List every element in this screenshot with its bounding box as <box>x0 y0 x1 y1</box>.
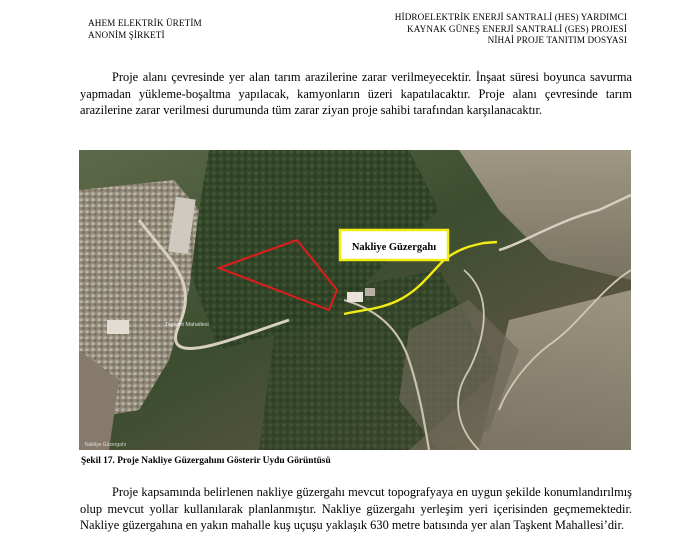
header-company-line: AHEM ELEKTRİK ÜRETİM <box>88 18 202 28</box>
header-project-line: KAYNAK GÜNEŞ ENERJİ SANTRALİ (GES) PROJESİ <box>406 23 627 34</box>
header-company <box>88 18 202 41</box>
route-label: Nakliye Güzergahı <box>351 242 437 253</box>
paragraph-text: Proje alanı çevresinde yer alan tarım arazilerine zarar verilmeyecektir. İnşaat süresi boyunca savurma yapmadan yükleme-boşaltma yapılacak, kamyonların üzeri kapatılacaktır. Proje alanı çevresinde tarım arazilerine zarar verilmesi durumunda tüm zarar ziyan proje sahibi tarafından karşılanacaktır. <box>80 70 632 118</box>
paragraph-agriculture <box>80 69 632 119</box>
figure-caption: Şekil 17. Proje Nakliye Güzergahını Gösterir Uydu Görüntüsü <box>81 456 331 466</box>
place-label: Taşkent Mahallesi <box>165 322 209 328</box>
header-company-line: ANONİM ŞİRKETİ <box>88 29 165 40</box>
image-watermark: Nakliye Güzergahı <box>85 442 127 448</box>
header-project-line: HİDROELEKTRİK ENERJİ SANTRALİ (HES) YARDIMCI <box>394 12 627 22</box>
header-project <box>395 12 627 47</box>
paragraph-text: Proje kapsamında belirlenen nakliye güzergahı mevcut topografyaya en uygun şekilde konumlandırılmış olup mevcut yollar kullanılarak planlanmıştır. Nakliye güzergahı yerleşim yeri içerisinden geçmemektedir. Nakliye güzergahına en yakın mahalle kuş uçuşu yaklaşık 630 metre batısında yer alan Taşkent Mahallesi’dir. <box>80 485 632 533</box>
satellite-figure <box>79 150 631 450</box>
paragraph-route <box>80 484 632 534</box>
header-project-line: NİHAİ PROJE TANITIM DOSYASI <box>487 35 627 45</box>
satellite-image <box>79 150 631 450</box>
